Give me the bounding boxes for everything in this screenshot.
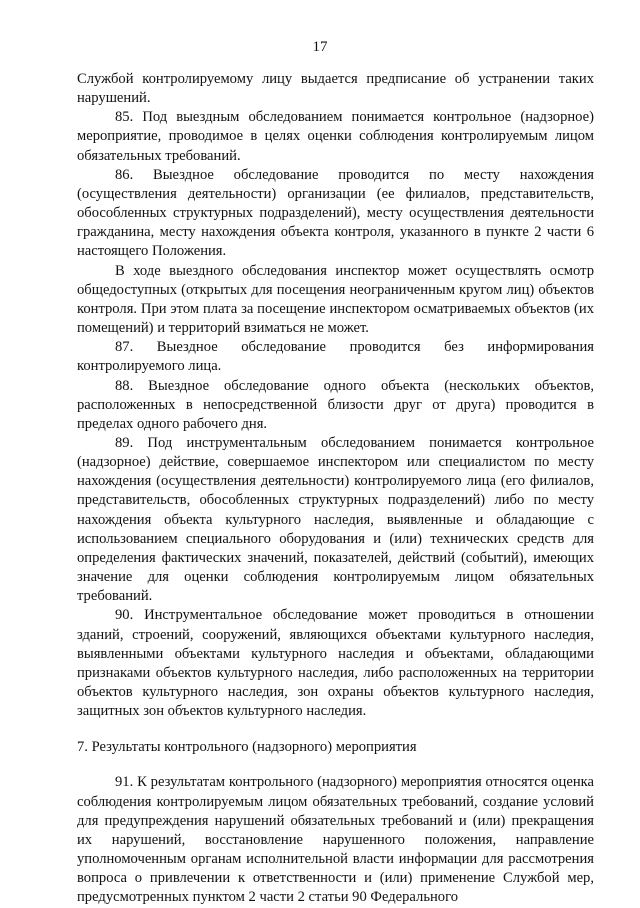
paragraph-85: 85. Под выездным обследованием понимается контрольное (надзорное) мероприятие, проводимое в целях оценки соблюдения контролируемым лицом обязательных требований.	[77, 109, 594, 164]
paragraph-90: 90. Инструментальное обследование может проводиться в отношении зданий, строений, сооружений, являющихся объектами культурного наследия, выявленными объектами культурного наследия и объектами, обладающими признаками объектов культурного наследия, либо расположенных на территории объектов культурного наследия, зон охраны объектов культурного наследия, защитных зон объектов культурного наследия.	[77, 607, 594, 720]
page-number: 17	[312, 39, 328, 55]
paragraph-89: 89. Под инструментальным обследованием понимается контрольное (надзорное) действие, совершаемое инспектором или специалистом по месту нахождения (осуществления деятельности) контролируемого лица (его филиалов, представительств, обособленных структурных подразделений) либо по месту нахождения объекта культурного наследия, выявленные и обладающие с использованием специального оборудования и (или) технических средств для определения фактических значений, показателей, действий (событий), имеющих значение для оценки соблюдения контролируемым лицом обязательных требований.	[77, 434, 594, 605]
paragraph-86: 86. Выездное обследование проводится по месту нахождения (осуществления деятельности) организации (ее филиалов, представительств, обособленных структурных подразделений), месту осуществления деятельности гражданина, месту нахождения объекта контроля, указанного в пункте 2 части 6 настоящего Положения.	[77, 166, 594, 260]
paragraph-88: 88. Выездное обследование одного объекта (нескольких объектов, расположенных в непосредственной близости друг от друга) проводится в пределах одного рабочего дня.	[77, 377, 594, 432]
paragraph-91: 91. К результатам контрольного (надзорного) мероприятия относятся оценка соблюдения контролируемым лицом обязательных требований, создание условий для предупреждения нарушений обязательных требований и (или) прекращения их нарушений, восстановление нарушенного положения, направление уполномоченным органам исполнительной власти информации для рассмотрения вопроса о привлечении к ответственности и (или) применение Службой мер, предусмотренных пунктом 2 части 2 статьи 90 Федерального	[77, 774, 594, 906]
paragraph-87: 87. Выездное обследование проводится без информирования контролируемого лица.	[77, 339, 594, 375]
document-body	[77, 70, 594, 908]
paragraph-86-inspection: В ходе выездного обследования инспектор может осуществлять осмотр общедоступных (открытых для посещения неограниченным кругом лиц) объектов контроля. При этом плата за посещение инспектором осматриваемых объектов (их помещений) и территорий взиматься не может.	[77, 262, 594, 337]
paragraph-continuation: Службой контролируемому лицу выдается предписание об устранении таких нарушений.	[77, 71, 594, 107]
section-title: 7. Результаты контрольного (надзорного) мероприятия	[77, 739, 417, 756]
